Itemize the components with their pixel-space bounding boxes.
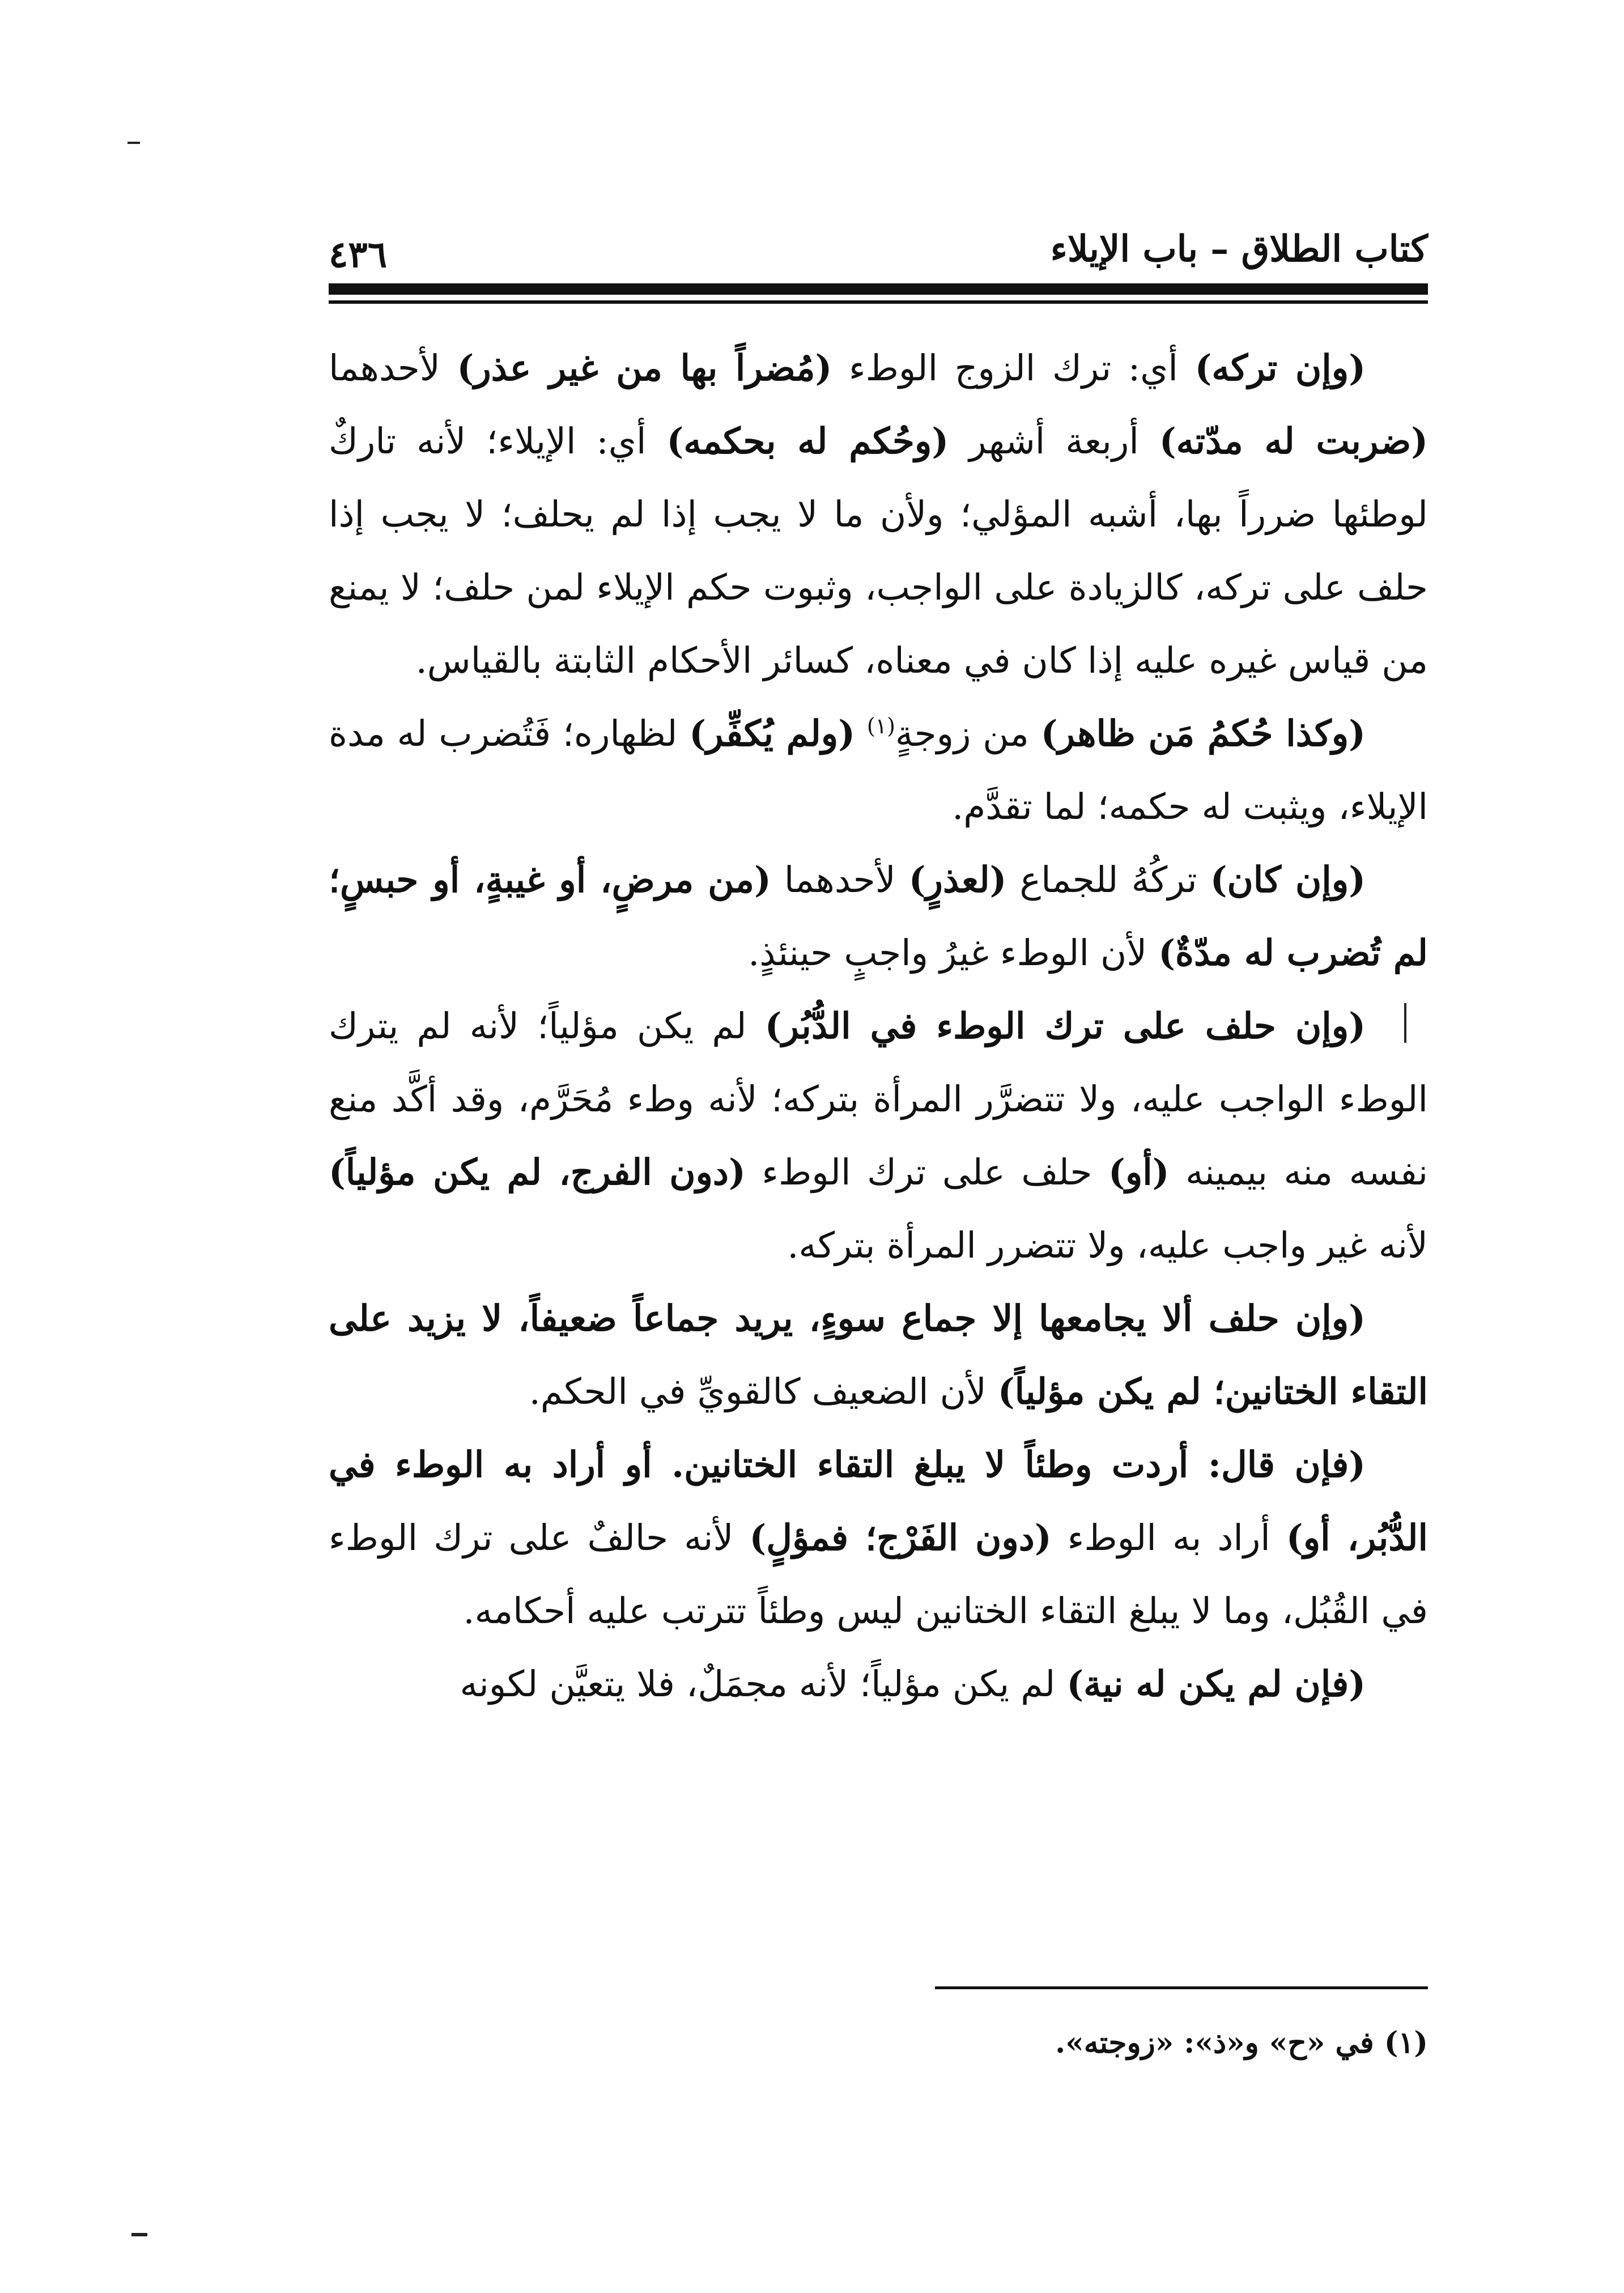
matn-text: (فإن قال: أردت وطئاً لا يبلغ التقاء الختانين. أو أراد به الوطء في الدُّبُر، أو) <box>329 1443 1428 1559</box>
matn-text: (ولم يُكفِّر) <box>689 712 856 754</box>
paragraph <box>329 332 1428 697</box>
matn-text: (مُضراً بها من غير عذر) <box>457 347 832 389</box>
sharh-text: تركُهُ للجماع <box>1006 859 1210 901</box>
matn-text: (دون الفَرْج؛ فمؤلٍ) <box>749 1517 1052 1559</box>
sharh-text: حلف على ترك الوطء <box>745 1152 1109 1193</box>
matn-text: (ضربت له مدّته) <box>1159 420 1428 462</box>
sharh-text: لأن الوطء غيرُ واجبٍ حينئذٍ. <box>748 932 1159 974</box>
paragraph <box>329 990 1428 1282</box>
footnote-separator <box>935 1986 1428 1989</box>
sharh-text <box>855 713 867 754</box>
sharh-text: لأنه حالفٌ على ترك الوطء في القُبُل، وما لا يبلغ التقاء الختانين ليس وطئاً تترتب عليه أحكامه. <box>329 1517 1428 1632</box>
scan-mark-bottom <box>131 2233 147 2236</box>
matn-text: (وإن تركه) <box>1194 347 1366 389</box>
paragraph <box>329 697 1428 843</box>
matn-text: (لعذرٍ) <box>908 859 1007 901</box>
sharh-text: أربعة أشهر <box>949 421 1159 462</box>
sharh-text: لم يكن مؤلياً؛ لأنه مجمَلٌ، فلا يتعيَّن لكونه <box>460 1663 1067 1705</box>
footnote-ref: (١) <box>866 714 895 738</box>
matn-text: (وإن كان) <box>1210 859 1366 901</box>
matn-text: (وكذا حُكمُ مَن ظاهر) <box>1040 712 1366 754</box>
scan-mark-middle <box>1404 1003 1406 1043</box>
sharh-text: لأن الضعيف كالقويِّ في الحكم. <box>529 1371 998 1412</box>
matn-text: (فإن لم يكن له نية) <box>1066 1663 1366 1705</box>
matn-text: (أو) <box>1108 1151 1170 1193</box>
matn-text: (وحُكم له بحكمه) <box>666 420 949 462</box>
sharh-text: من زوجةٍ <box>895 713 1041 754</box>
sharh-text: لم يكن مؤلياً؛ لأنه لم يترك الوطء الواجب عليه، ولا تتضرَّر المرأة بتركه؛ لأنه وطء مُحَرَّم، وقد أكَّد منع نفسه منه بيمينه <box>329 1005 1428 1193</box>
scan-mark-top <box>127 142 140 144</box>
body-text <box>329 332 1428 1873</box>
matn-text: (وإن حلف على ترك الوطء في الدُّبُر) <box>764 1005 1366 1047</box>
page-header <box>329 215 1428 276</box>
sharh-text: أي: ترك الزوج الوطء <box>832 347 1195 389</box>
sharh-text: لأحدهما <box>771 859 909 901</box>
sharh-text: لظهاره؛ فَتُضرب له مدة الإيلاء، ويثبت له حكمه؛ لما تقدَّم. <box>329 713 1428 827</box>
paragraph <box>329 1647 1428 1721</box>
sharh-text: أي: الإيلاء؛ لأنه تاركٌ لوطئها ضرراً بها، أشبه المؤلي؛ ولأن ما لا يجب إذا لم يحلف؛ لا يجب إذا حلف على تركه، كالزيادة على الواجب، وثبوت حكم الإيلاء لمن حلف؛ لا يمنع من قياس غيره عليه إذا كان في معناه، كسائر الأحكام الثابتة بالقياس. <box>329 421 1428 681</box>
sharh-text: لأنه غير واجب عليه، ولا تتضرر المرأة بتركه. <box>787 1225 1428 1266</box>
paragraph <box>329 843 1428 990</box>
running-title: كتاب الطلاق – باب الإيلاء <box>1050 228 1428 270</box>
matn-text: (دون الفرج، لم يكن مؤلياً) <box>329 1151 746 1193</box>
matn-text: (وإن حلف ألا يجامعها إلا جماع سوءٍ، يريد جماعاً ضعيفاً، لا يزيد على التقاء الختانين؛ لم يكن مؤلياً) <box>329 1297 1428 1412</box>
sharh-text: لأحدهما <box>329 347 457 389</box>
header-rule-thick <box>329 283 1428 295</box>
header-rule-thin <box>329 300 1428 304</box>
page-number: ٤٣٦ <box>329 233 388 276</box>
paragraph <box>329 1282 1428 1428</box>
matn-text: (من مرضٍ، أو غيبةٍ، أو حبسٍ؛ لم تُضرب له مدّةٌ) <box>329 859 1428 974</box>
footnote: (١) في «ح» و«ذ»: «زوجته». <box>1055 2026 1428 2060</box>
sharh-text: أراد به الوطء <box>1051 1517 1286 1559</box>
paragraph <box>329 1428 1428 1647</box>
